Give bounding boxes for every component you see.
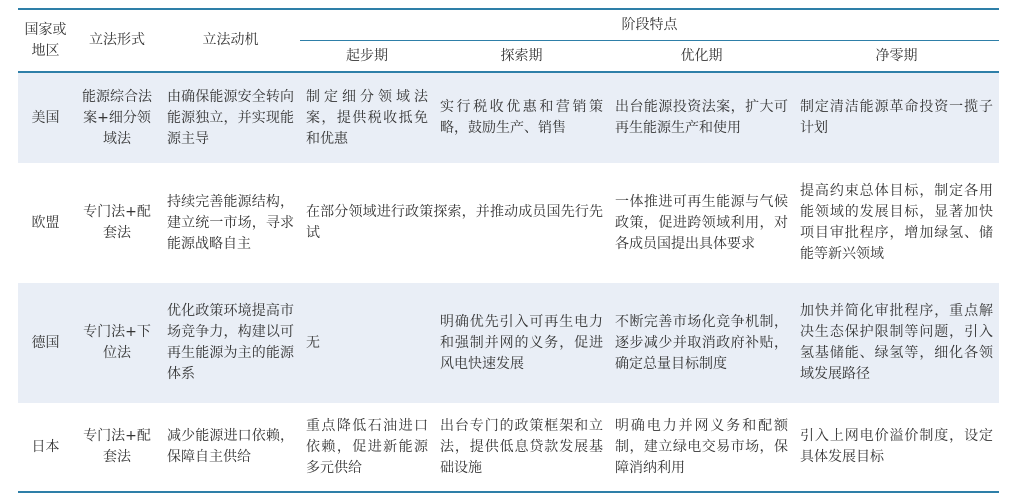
cell-netzero: 提高约束总体目标，制定各用能领域的发展目标，显著加快项目审批程序，增加绿氢、储能等新兴领域 (794, 163, 999, 283)
table-row (18, 163, 999, 283)
legislation-comparison-table (18, 8, 999, 493)
cell-form: 能源综合法案+细分领域法 (73, 72, 161, 163)
cell-start: 重点降低石油进口依赖，促进新能源多元供给 (300, 403, 434, 492)
header-stage-netzero: 净零期 (794, 41, 999, 73)
header-stage: 阶段特点 (300, 9, 999, 41)
table-row (18, 403, 999, 492)
cell-optimize: 一体推进可再生能源与气候政策，促进跨领域利用，对各成员国提出具体要求 (609, 163, 794, 283)
cell-country: 日本 (18, 403, 73, 492)
cell-explore: 明确优先引入可再生电力和强制并网的义务，促进风电快速发展 (434, 283, 609, 403)
cell-start: 无 (300, 283, 434, 403)
header-stage-optimize: 优化期 (609, 41, 794, 73)
cell-motive: 减少能源进口依赖，保障自主供给 (161, 403, 300, 492)
cell-country: 欧盟 (18, 163, 73, 283)
cell-form: 专门法+配套法 (73, 163, 161, 283)
cell-motive: 优化政策环境提高市场竞争力，构建以可再生能源为主的能源体系 (161, 283, 300, 403)
cell-netzero: 加快并简化审批程序，重点解决生态保护限制等问题，引入氢基储能、绿氢等，细化各领域发展路径 (794, 283, 999, 403)
header-country: 国家或 地区 (18, 9, 73, 72)
cell-optimize: 出台能源投资法案，扩大可再生能源生产和使用 (609, 72, 794, 163)
cell-form: 专门法+下位法 (73, 283, 161, 403)
cell-netzero: 引入上网电价溢价制度，设定具体发展目标 (794, 403, 999, 492)
cell-explore: 出台专门的政策框架和立法，提供低息贷款发展基础设施 (434, 403, 609, 492)
cell-optimize: 不断完善市场化竞争机制，逐步减少并取消政府补贴，确定总量目标制度 (609, 283, 794, 403)
header-stage-explore: 探索期 (434, 41, 609, 73)
cell-start: 制定细分领域法案，提供税收抵免和优惠 (300, 72, 434, 163)
cell-explore: 实行税收优惠和营销策略，鼓励生产、销售 (434, 72, 609, 163)
table-row (18, 72, 999, 163)
cell-motive: 由确保能源安全转向能源独立，并实现能源主导 (161, 72, 300, 163)
cell-form: 专门法+配套法 (73, 403, 161, 492)
cell-country: 美国 (18, 72, 73, 163)
cell-country: 德国 (18, 283, 73, 403)
cell-netzero: 制定清洁能源革命投资一揽子计划 (794, 72, 999, 163)
header-motive: 立法动机 (161, 9, 300, 72)
cell-optimize: 明确电力并网义务和配额制，建立绿电交易市场，保障消纳利用 (609, 403, 794, 492)
header-stage-start: 起步期 (300, 41, 434, 73)
cell-start-explore: 在部分领域进行政策探索，并推动成员国先行先试 (300, 163, 609, 283)
table-row (18, 283, 999, 403)
cell-motive: 持续完善能源结构，建立统一市场，寻求能源战略自主 (161, 163, 300, 283)
header-form: 立法形式 (73, 9, 161, 72)
